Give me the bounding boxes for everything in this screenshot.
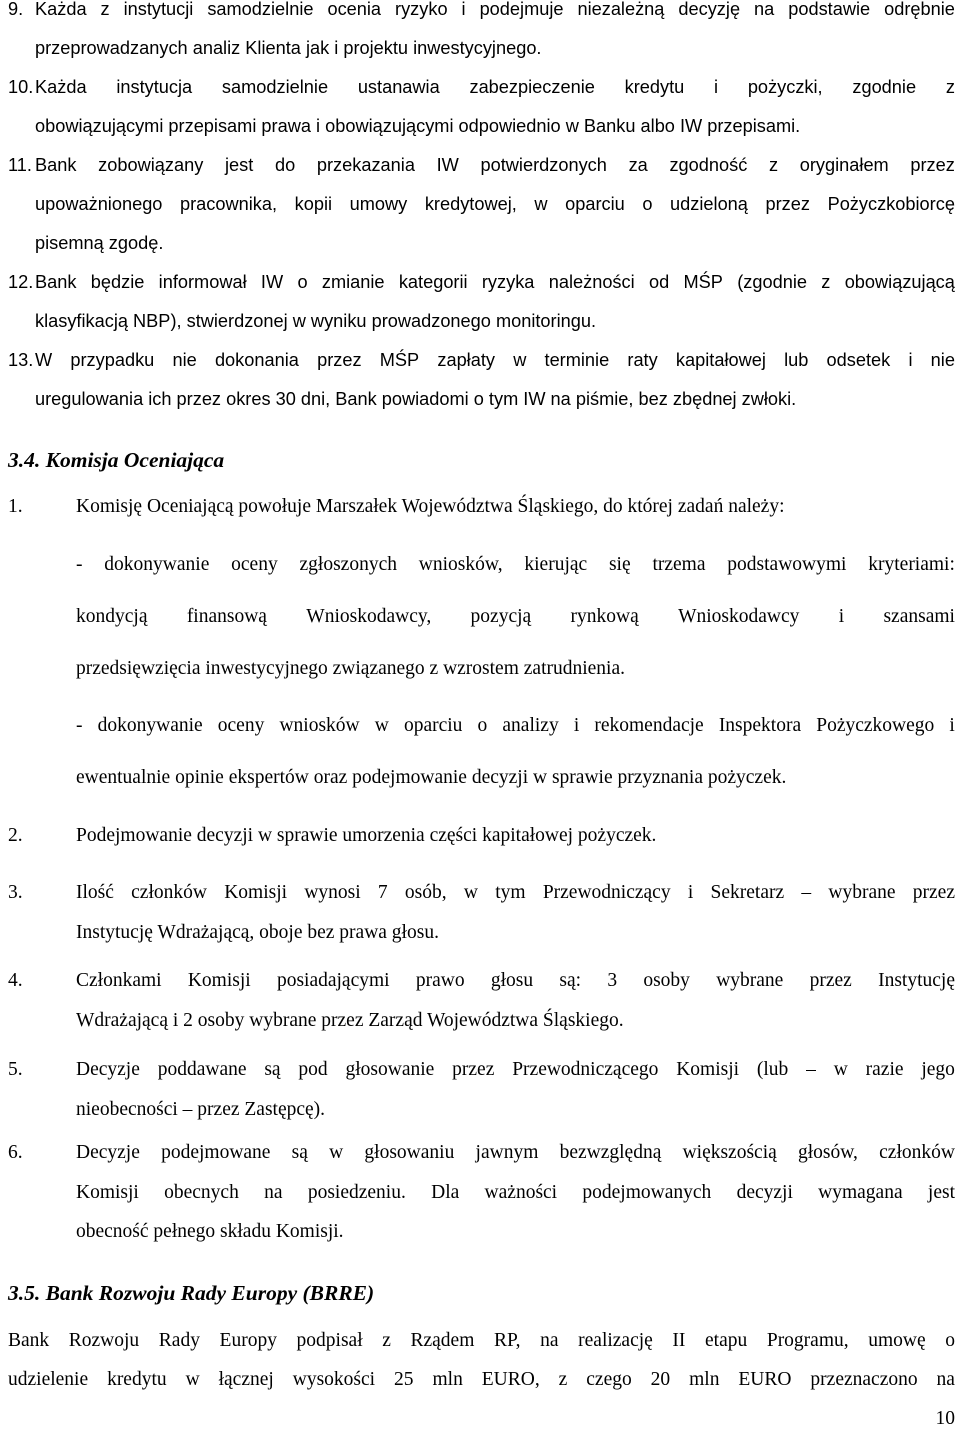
word: Sekretarz: [710, 882, 785, 903]
text-line: [76, 883, 955, 903]
word: trzema: [652, 554, 706, 575]
text-line: nieobecności – przez Zastępcę).: [76, 1099, 326, 1120]
word: dokonywanie: [97, 715, 203, 736]
text-line: obecność pełnego składu Komisji.: [76, 1221, 344, 1242]
word: udzieloną: [670, 194, 748, 214]
word: przez: [317, 350, 362, 370]
word: IW: [436, 155, 459, 175]
word: odrębnie: [884, 0, 955, 19]
word: głosowaniu: [364, 1142, 455, 1163]
word: oparciu: [565, 194, 625, 214]
word: jawnym: [475, 1142, 539, 1163]
word: nie: [172, 350, 197, 370]
word: z: [945, 77, 955, 97]
word: wymagana: [818, 1182, 903, 1203]
word: dokonywanie: [104, 554, 210, 575]
word: z: [100, 0, 110, 19]
word: raty: [627, 350, 658, 370]
word: Decyzje: [76, 1142, 140, 1163]
word: pod: [298, 1059, 328, 1080]
word: Każda: [35, 77, 87, 97]
text-line: [76, 1143, 955, 1163]
word: Przewodniczącego: [512, 1059, 659, 1080]
word: osób,: [404, 882, 447, 903]
word: w: [833, 1059, 848, 1080]
word: 7: [377, 882, 388, 903]
word: przypadku: [70, 350, 155, 370]
text-line: [35, 0, 955, 18]
word: z: [768, 155, 779, 175]
word: Wnioskodawcy,: [306, 606, 432, 627]
word: są:: [559, 970, 582, 991]
word: nie: [930, 350, 955, 370]
word: terminie: [544, 350, 610, 370]
word: umowy: [349, 194, 408, 214]
word: w: [463, 882, 478, 903]
word: (lub: [756, 1059, 789, 1080]
text-line: klasyfikacją NBP), stwierdzonej w wyniku prowadzonego monitoringu.: [35, 311, 597, 331]
word: i: [908, 350, 913, 370]
word: finansową: [186, 606, 267, 627]
word: mln: [689, 1369, 720, 1390]
word: do: [274, 155, 296, 175]
word: członków: [131, 882, 207, 903]
word: podstawowymi: [727, 554, 847, 575]
word: obecnych: [164, 1182, 239, 1203]
word: Komisji: [676, 1059, 740, 1080]
word: zmianie: [321, 272, 385, 292]
word: na: [936, 1369, 955, 1390]
word: Komisji: [187, 970, 251, 991]
item-number: 6.: [8, 1142, 23, 1163]
word: na: [754, 0, 775, 19]
word: w: [329, 1142, 344, 1163]
word: Ilość: [76, 882, 114, 903]
word: Każda: [35, 0, 87, 19]
word: zgodność: [669, 155, 748, 175]
word: kategorii: [398, 272, 468, 292]
word: wynosi: [304, 882, 361, 903]
word: od: [648, 272, 670, 292]
word: MŚP: [683, 272, 723, 292]
word: czego: [586, 1369, 632, 1390]
word: pożyczki,: [747, 77, 823, 97]
text-line: [76, 716, 955, 736]
item-number: 3.: [8, 882, 23, 903]
word: przez: [910, 155, 955, 175]
word: Inspektora: [718, 715, 802, 736]
word: pracownika,: [180, 194, 278, 214]
word: –: [801, 882, 812, 903]
word: w: [534, 194, 548, 214]
word: etapu: [705, 1330, 748, 1351]
word: ocenia: [327, 0, 382, 19]
word: Rozwoju: [68, 1330, 140, 1351]
word: Bank: [8, 1330, 50, 1351]
text-line: [35, 273, 955, 291]
word: kryteriami:: [868, 554, 955, 575]
word: instytucji: [123, 0, 194, 19]
item-number: 4.: [8, 970, 23, 991]
word: Pożyczkobiorcę: [827, 194, 955, 214]
word: Członkami: [76, 970, 162, 991]
word: decyzji: [736, 1182, 793, 1203]
word: podpisał: [296, 1330, 363, 1351]
word: informował: [158, 272, 247, 292]
word: Bank: [35, 155, 77, 175]
word: niezależną: [577, 0, 665, 19]
word: zobowiązany: [98, 155, 204, 175]
text-line: [35, 195, 955, 213]
word: Komisji: [224, 882, 288, 903]
word: Rady: [158, 1330, 200, 1351]
word: jest: [224, 155, 254, 175]
word: zapłaty: [437, 350, 495, 370]
word: przez: [809, 970, 852, 991]
word: zgłoszonych: [299, 554, 397, 575]
word: na: [540, 1330, 559, 1351]
word: umowę: [868, 1330, 926, 1351]
word: kierując: [524, 554, 588, 575]
word: oceny: [217, 715, 265, 736]
word: będzie: [90, 272, 145, 292]
word: głosowanie: [345, 1059, 435, 1080]
page-number: 10: [935, 1408, 955, 1429]
word: II: [672, 1330, 686, 1351]
word: dokonania: [214, 350, 299, 370]
word: oceny: [231, 554, 278, 575]
word: posiedzeniu.: [307, 1182, 406, 1203]
word: udzielenie: [8, 1369, 89, 1390]
item-number: 10.: [8, 77, 34, 97]
text-line: [76, 1060, 955, 1080]
word: o: [642, 194, 653, 214]
word: przeznaczono: [810, 1369, 918, 1390]
item-number: 13.: [8, 350, 34, 370]
word: odsetek: [826, 350, 891, 370]
word: Decyzje: [76, 1059, 140, 1080]
word: (zgodnie: [737, 272, 807, 292]
word: ważności: [484, 1182, 558, 1203]
word: i: [838, 606, 845, 627]
item-number: 2.: [8, 825, 23, 846]
word: prawo: [415, 970, 465, 991]
word: podejmuje: [479, 0, 564, 19]
text-line: [76, 971, 955, 991]
text-line: pisemną zgodę.: [35, 233, 164, 253]
word: poddawane: [157, 1059, 247, 1080]
word: i: [687, 882, 694, 903]
word: z: [382, 1330, 391, 1351]
word: IW: [260, 272, 284, 292]
word: razie: [865, 1059, 904, 1080]
word: przez: [912, 882, 955, 903]
item-number: 1.: [8, 496, 23, 517]
word: i: [461, 0, 466, 19]
word: się: [608, 554, 631, 575]
word: większością: [682, 1142, 777, 1163]
word: lub: [784, 350, 809, 370]
item-number: 9.: [8, 0, 24, 19]
text-line: uregulowania ich przez okres 30 dni, Bank powiadomi o tym IW na piśmie, bez zbędnej zwłoki.: [35, 389, 797, 409]
word: należności: [548, 272, 635, 292]
text-line: [35, 156, 955, 174]
word: Rządem: [410, 1330, 475, 1351]
text-line: Instytucję Wdrażającą, oboje bez prawa głosu.: [76, 922, 439, 943]
word: za: [628, 155, 648, 175]
word: wniosków: [279, 715, 360, 736]
word: oryginałem: [799, 155, 889, 175]
word: -: [76, 715, 83, 736]
text-line: [8, 1331, 955, 1351]
word: 20: [650, 1369, 671, 1390]
word: Instytucję: [878, 970, 955, 991]
word: w: [513, 350, 527, 370]
word: rekomendacje: [594, 715, 704, 736]
word: ryzyka: [481, 272, 535, 292]
word: kredytowej,: [424, 194, 517, 214]
word: o: [297, 272, 308, 292]
section-heading: 3.5. Bank Rozwoju Rady Europy (BRRE): [8, 1281, 375, 1305]
word: W: [35, 350, 53, 370]
word: osoby: [643, 970, 690, 991]
word: tym: [495, 882, 526, 903]
word: realizację: [578, 1330, 653, 1351]
word: podejmowanych: [582, 1182, 712, 1203]
word: decyzję: [678, 0, 741, 19]
word: zabezpieczenie: [469, 77, 595, 97]
word: z: [821, 272, 831, 292]
word: kapitałowej: [675, 350, 766, 370]
word: Wnioskodawcy: [678, 606, 800, 627]
word: wysokości: [292, 1369, 376, 1390]
word: jest: [927, 1182, 955, 1203]
text-line: [76, 1183, 955, 1203]
word: o: [945, 1330, 955, 1351]
word: i: [573, 715, 580, 736]
word: ustanawia: [357, 77, 440, 97]
word: oparciu: [403, 715, 463, 736]
text-line: Komisję Oceniającą powołuje Marszałek Województwa Śląskiego, do której zadań należy:: [76, 496, 785, 517]
text-line: [76, 555, 955, 575]
word: rynkową: [570, 606, 639, 627]
word: Programu,: [766, 1330, 849, 1351]
text-line: [76, 607, 955, 627]
word: z: [558, 1369, 568, 1390]
word: Komisji: [76, 1182, 139, 1203]
word: posiadającymi: [276, 970, 390, 991]
word: przekazania: [316, 155, 415, 175]
word: jego: [921, 1059, 955, 1080]
word: EURO: [738, 1369, 792, 1390]
word: -: [76, 554, 83, 575]
word: Przewodniczący: [542, 882, 671, 903]
word: wybrane: [716, 970, 784, 991]
word: EURO,: [481, 1369, 540, 1390]
text-line: Wdrażającą i 2 osoby wybrane przez Zarząd Województwa Śląskiego.: [76, 1010, 624, 1031]
word: przez: [765, 194, 810, 214]
word: obowiązującą: [844, 272, 955, 292]
word: głosów,: [797, 1142, 858, 1163]
word: kopii: [294, 194, 333, 214]
word: ryzyko: [395, 0, 448, 19]
word: –: [806, 1059, 816, 1080]
word: są: [264, 1059, 281, 1080]
word: RP,: [493, 1330, 521, 1351]
word: Bank: [35, 272, 77, 292]
word: instytucja: [116, 77, 193, 97]
item-number: 12.: [8, 272, 34, 292]
word: Europy: [219, 1330, 277, 1351]
item-number: 5.: [8, 1059, 23, 1080]
text-line: przeprowadzanych analiz Klienta jak i projektu inwestycyjnego.: [35, 38, 542, 58]
word: szansami: [883, 606, 955, 627]
word: kondycją: [76, 606, 148, 627]
word: podstawie: [788, 0, 871, 19]
word: samodzielnie: [207, 0, 314, 19]
word: potwierdzonych: [480, 155, 607, 175]
word: zgodnie: [852, 77, 917, 97]
word: o: [477, 715, 488, 736]
section-heading: 3.4. Komisja Oceniająca: [8, 448, 225, 472]
word: w: [374, 715, 389, 736]
word: wniosków,: [418, 554, 503, 575]
text-line: [8, 1370, 955, 1390]
word: i: [949, 715, 955, 736]
word: bezwzględną: [559, 1142, 662, 1163]
word: mln: [432, 1369, 463, 1390]
text-line: obowiązującymi przepisami prawa i obowiązującymi odpowiednio w Banku albo IW przepisami.: [35, 116, 801, 136]
text-line: [35, 78, 955, 96]
text-line: przedsięwzięcia inwestycyjnego związanego z wzrostem zatrudnienia.: [76, 658, 625, 679]
item-number: 11.: [8, 155, 32, 175]
word: analizy: [502, 715, 559, 736]
word: i: [714, 77, 719, 97]
text-line: [35, 351, 955, 369]
word: Dla: [431, 1182, 460, 1203]
word: kredytu: [107, 1369, 167, 1390]
word: na: [264, 1182, 283, 1203]
word: wybrane: [828, 882, 896, 903]
word: podejmowane: [161, 1142, 271, 1163]
word: 3: [607, 970, 618, 991]
word: 25: [394, 1369, 414, 1390]
word: głosu: [490, 970, 534, 991]
word: pozycją: [470, 606, 532, 627]
text-line: ewentualnie opinie ekspertów oraz podejmowanie decyzji w sprawie przyznania pożyczek.: [76, 767, 787, 788]
word: upoważnionego: [35, 194, 163, 214]
word: kredytu: [624, 77, 685, 97]
word: przez: [452, 1059, 495, 1080]
word: członków: [879, 1142, 955, 1163]
word: Pożyczkowego: [816, 715, 935, 736]
word: są: [291, 1142, 308, 1163]
word: w: [185, 1369, 200, 1390]
word: samodzielnie: [221, 77, 329, 97]
word: MŚP: [379, 350, 420, 370]
text-line: Podejmowanie decyzji w sprawie umorzenia części kapitałowej pożyczek.: [76, 825, 657, 846]
word: łącznej: [218, 1369, 274, 1390]
